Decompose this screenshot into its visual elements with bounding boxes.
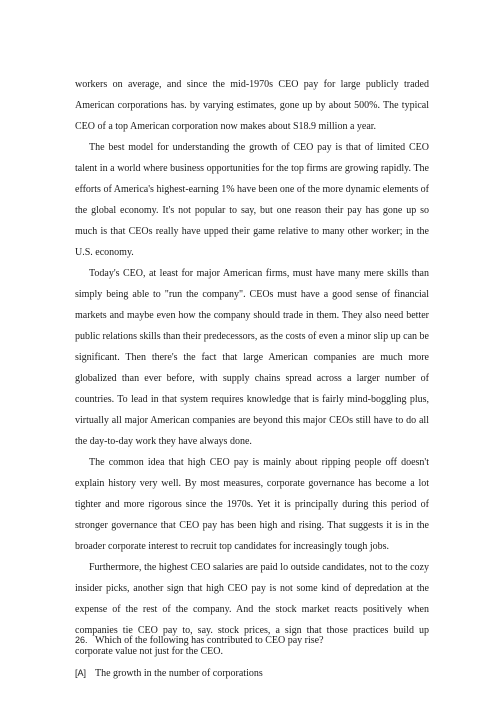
- question-26: [75, 633, 435, 648]
- option-text: The growth in the number of corporations: [95, 668, 263, 679]
- reading-passage: [75, 74, 429, 662]
- option-label: [A]: [75, 668, 87, 678]
- option-a: [75, 666, 435, 681]
- passage-paragraph-2: The best model for understanding the growth of CEO pay is that of limited CEO talent in a world where business opportunities for the top firms are growing rapidly. The efforts of America's highest-earning 1% have been one of the more dynamic elements of the global economy. It's not popular to say, but one reason their pay has gone up so much is that CEOs really have upped their game relative to many other worker; in the U.S. economy.: [75, 142, 429, 258]
- passage-paragraph-5: Furthermore, the highest CEO salaries are paid lo outside candidates, not to the cozy insider picks, another sign that high CEO pay is not some kind of depredation at the expense of the rest of the company. And the stock market reacts positively when companies tie CEO pay to, say. stock prices, a sign that those practices build up corporate value not just for the CEO.: [75, 562, 429, 657]
- question-number: 26.: [75, 635, 88, 645]
- passage-paragraph-3: Today's CEO, at least for major American firms, must have many mere skills than simply being able to "run the company". CEOs must have a good sense of financial markets and maybe even how the company should trade in them. They also need better public relations skills than their predecessors, as the costs of even a minor slip up can be significant. Then there's the fact that large American companies are much more globalized than ever before, with supply chains spread across a larger number of countries. To lead in that system requires knowledge that is fairly mind-boggling plus, virtually all major American companies are beyond this major CEOs still have to do all the day-to-day work they have always done.: [75, 268, 429, 447]
- passage-paragraph-4: The common idea that high CEO pay is mainly about ripping people off doesn't explain history very well. By most measures, corporate governance has become a lot tighter and more rigorous since the 1970s. Yet it is principally during this period of stronger governance that CEO pay has been high and rising. That suggests it is in the broader corporate interest to recruit top candidates for increasingly tough jobs.: [75, 457, 429, 552]
- question-text: Which of the following has contributed to CEO pay rise?: [95, 635, 324, 646]
- passage-paragraph-1: workers on average, and since the mid-1970s CEO pay for large publicly traded American corporations has. by varying estimates, gone up by about 500%. The typical CEO of a top American corporation now makes about S18.9 million a year.: [75, 79, 429, 132]
